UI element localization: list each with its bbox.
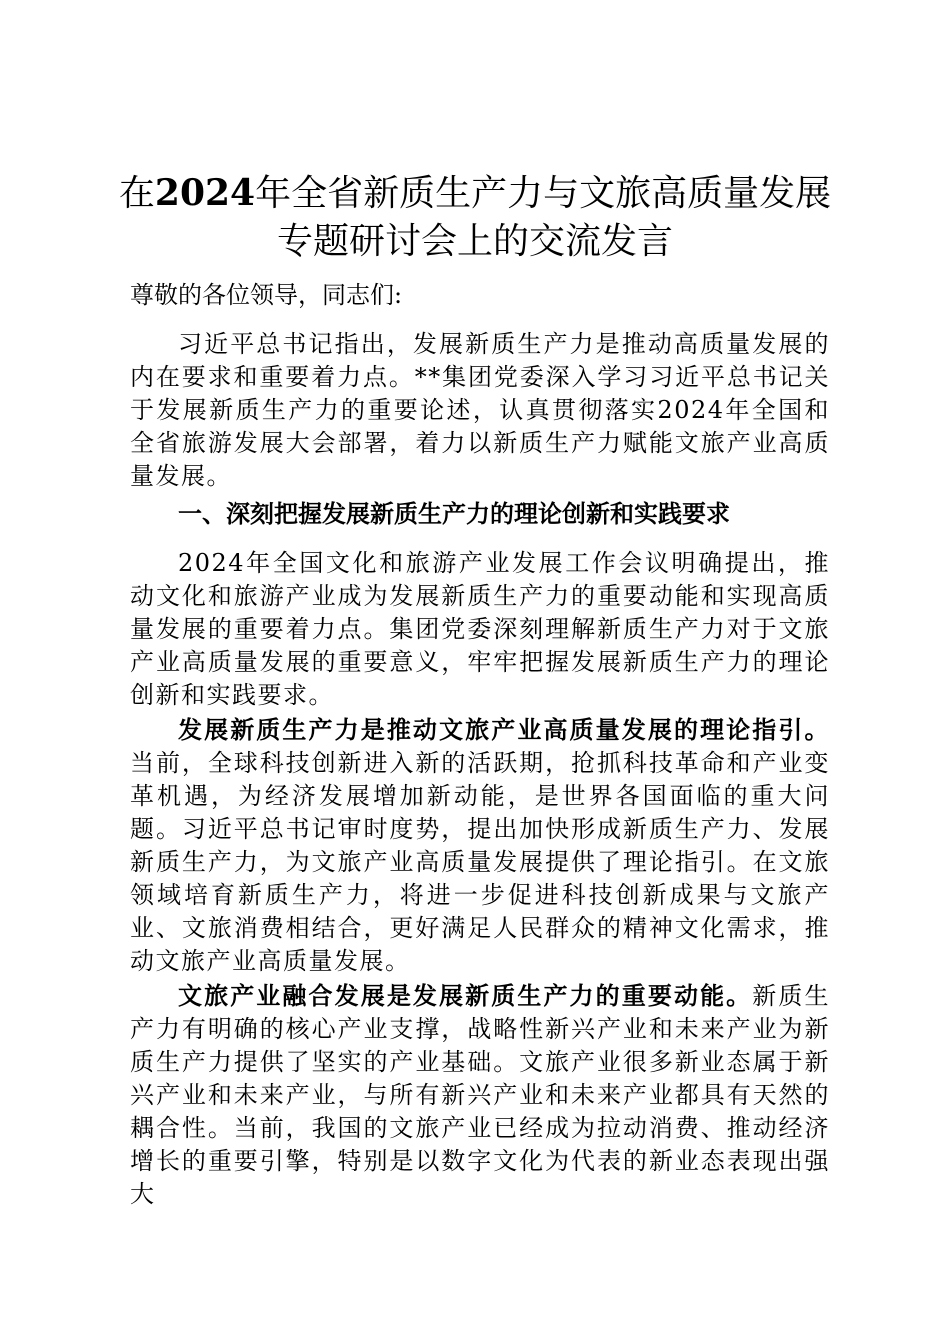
paragraph-theory-guidance <box>130 714 830 978</box>
title-suffix: 年全省新质生产力与文旅高质量发展 <box>255 173 832 214</box>
paragraph-body: 当前，全球科技创新进入新的活跃期，抢抓科技革命和产业变革机遇，为经济发展增加新动能，是世界各国面临的重大问题。习近平总书记审时度势，提出加快形成新质生产力、发展新质生产力，为文旅产业高质量发展提供了理论指引。在文旅领域培育新质生产力，将进一步促进科技创新成果与文旅产业、文旅消费相结合，更好满足人民群众的精神文化需求，推动文旅产业高质量发展。 <box>130 749 830 975</box>
salutation: 尊敬的各位领导，同志们: <box>130 281 403 309</box>
document-title-line-2: 专题研讨会上的交流发言 <box>276 221 673 262</box>
paragraph-intro: 习近平总书记指出，发展新质生产力是推动高质量发展的内在要求和重要着力点。**集团党委深入学习习近平总书记关于发展新质生产力的重要论述，认真贯彻落实2024年全国和全省旅游发展大会部署，着力以新质生产力赋能文旅产业高质量发展。 <box>130 330 830 490</box>
paragraph-section-1-intro: 2024年全国文化和旅游产业发展工作会议明确提出，推动文化和旅游产业成为发展新质生产力的重要动能和实现高质量发展的重要着力点。集团党委深刻理解新质生产力对于文旅产业高质量发展的重要意义，牢牢把握发展新质生产力的理论创新和实践要求。 <box>130 549 830 709</box>
section-heading-1: 一、深刻把握发展新质生产力的理论创新和实践要求 <box>178 500 730 528</box>
paragraph-lead-sentence: 文旅产业融合发展是发展新质生产力的重要动能。 <box>178 982 753 1010</box>
document-title-line-1 <box>100 170 850 217</box>
title-prefix: 在 <box>118 173 155 214</box>
title-year: 2024 <box>154 172 256 214</box>
paragraph-integration-momentum <box>130 980 830 1211</box>
paragraph-body: 新质生产力有明确的核心产业支撑，战略性新兴产业和未来产业为新质生产力提供了坚实的产业基础。文旅产业很多新业态属于新兴产业和未来产业，与所有新兴产业和未来产业都具有天然的耦合性。当前，我国的文旅产业已经成为拉动消费、推动经济增长的重要引擎，特别是以数字文化为代表的新业态表现出强大 <box>130 982 831 1208</box>
paragraph-lead-sentence: 发展新质生产力是推动文旅产业高质量发展的理论指引。 <box>178 716 830 744</box>
